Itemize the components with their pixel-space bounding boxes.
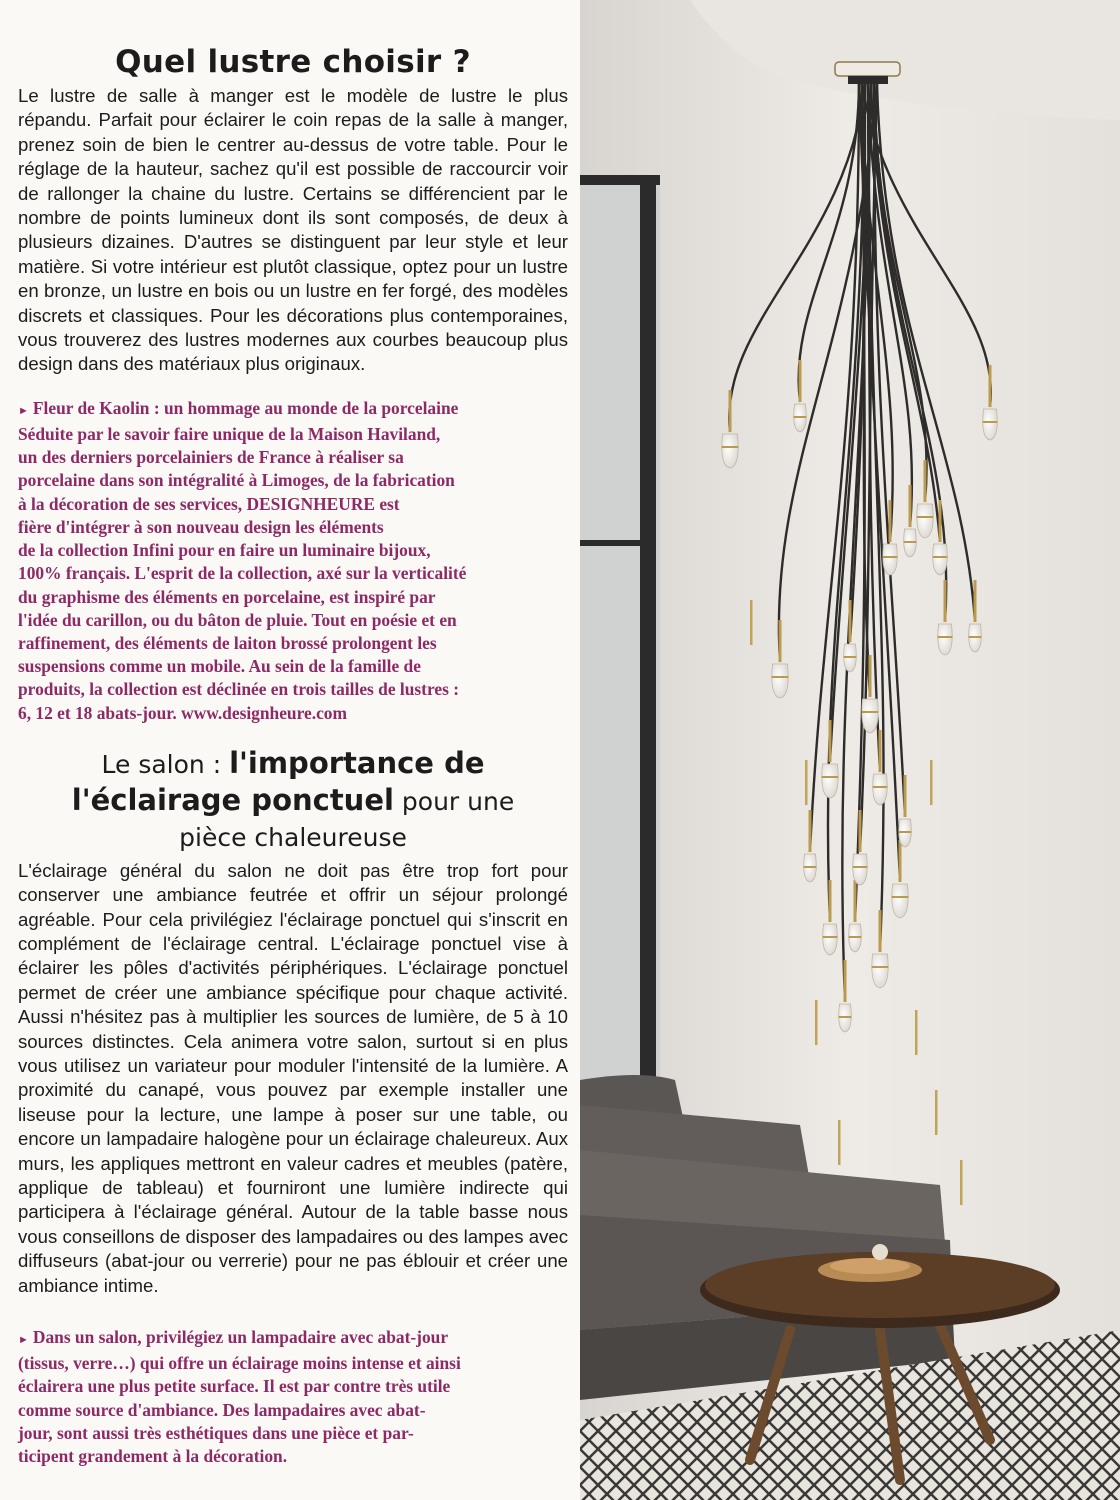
porcelain-shade [933,544,948,575]
porcelain-shade [938,624,953,655]
brass-rod [809,810,812,852]
highlight-line: ► Fleur de Kaolin : un hommage au monde de la porcelaine [18,397,459,418]
porcelain-shade [872,954,889,988]
chandelier-illustration [580,0,1120,1500]
brass-rod [869,655,872,697]
brass-pendant [805,760,808,805]
brass-rod [944,580,947,622]
porcelain-shade [862,699,879,733]
highlight-line: 100% français. L'esprit de la collection, axé sur la verticalité [18,563,467,584]
highlight-line: raffinement, des éléments de laiton brossé prolongent les [18,632,437,653]
porcelain-shade [839,1004,852,1032]
porcelain-shade [794,404,807,432]
highlight-line: (tissus, verre…) qui offre un éclairage moins intense et ainsi [18,1353,461,1374]
brass-pendant [750,600,753,645]
section-title-chandelier: Quel lustre choisir ? [115,44,471,80]
brass-rod [859,810,862,852]
porcelain-shade [904,529,917,557]
brass-rod [854,880,857,922]
highlight-line: du graphisme des éléments en porcelaine, est inspiré par [18,586,436,607]
highlight-line: comme source d'ambiance. Des lampadaires avec abat- [18,1399,426,1420]
brass-rod [779,620,782,662]
highlight-line: Séduite par le savoir faire unique de la Maison Haviland, [18,424,441,445]
living-room-paragraph: L'éclairage général du salon ne doit pas être trop fort pour conserver une ambiance feutrée et offrir un séjour prolongé agréable. Pour cela privilégiez l'éclairage ponctuel qui s'inscrit en complément de l'éclairage central. L'éclairage ponctuel vise à éclairer les pôles d'activités périphériques. L'éclairage ponctuel permet de créer une ambiance spécifique pour chaque activité. Aussi n'hésitez pas à multiplier les sources de lumière, de 5 à 10 sources distinctes. Cela animera votre salon, surtout si en plus vous utilisez un variateur pour moduler l'intensité de la lumière. A proximité du canapé, vous pouvez par exemple installer une liseuse pour la lecture, une lampe à poser sur une table, ou encore un lampadaire halogène pour un éclairage chaleureux. Aux murs, les appliques mettront en valeur cadres et meubles (patère, applique de tableau) et fourniront une lumière indirecte qui participera à l'éclairage général. Autour de la table basse nous vous conseillons de disposer des lampadaires ou des lampes avec diffuseurs (abat-jour ou verrerie) pour ne pas éblouir et créer une ambiance intime. [18,859,568,1296]
brass-rod [879,910,882,952]
highlight-line: un des derniers porcelainiers de France à réaliser sa [18,447,404,468]
brass-rod [849,600,852,642]
brass-pendant [960,1160,963,1205]
brass-rod [829,880,832,922]
highlight-line: ticipent grandement à la décoration. [18,1446,288,1467]
highlight-line: fière d'intégrer à son nouveau design les éléments [18,516,384,537]
brass-rod [924,460,927,502]
highlight-line: suspensions comme un mobile. Au sein de la famille de [18,656,421,677]
brass-rod [799,360,802,402]
highlight-line: à la décoration de ses services, DESIGNHEURE est [18,493,400,514]
brass-rod [904,775,907,817]
brass-rod [899,840,902,882]
brass-pendant [838,1120,841,1165]
highlight-line: 6, 12 et 18 abats-jour. www.designheure.com [18,702,347,723]
arrow-icon: ► [18,404,29,417]
highlight-line: éclairera une plus petite surface. Il est par contre très utile [18,1376,451,1397]
porcelain-shade [822,764,839,798]
porcelain-shade [772,664,789,698]
brass-rod [879,730,882,772]
porcelain-shade [883,544,898,575]
chandelier-paragraph: Le lustre de salle à manger est le modèle de lustre le plus répandu. Parfait pour éclairer le coin repas de la salle à manger, prenez soin de bien le centrer au-dessus de votre table. Pour le réglage de la hauteur, sachez qu'il est possible de raccourcir voir de rallonger la chaine du lustre. Certains se différencient par le nombre de points lumineux dont ils sont composés, de deux à plusieurs dizaines. D'autres se distinguent par leur style et leur matière. Si votre intérieur est plutôt classique, optez pour un lustre en bronze, un lustre en bois ou un lustre en fer forgé, des modèles discrets et classiques. Pour les décorations plus contemporaines, vous trouverez des lustres modernes aux courbes beaucoup plus design dans des matériaux plus originaux. [18,85,568,375]
brass-pendant [815,1000,818,1045]
porcelain-shade [917,504,934,538]
highlight-line: l'idée du carillon, ou du bâton de pluie. Tout en poésie et en [18,609,457,630]
highlight-line: jour, sont aussi très esthétiques dans une pièce et par- [18,1422,414,1443]
brass-pendant [935,1090,938,1135]
porcelain-shade [969,624,982,652]
brass-pendant [930,760,933,805]
porcelain-shade [722,434,739,468]
highlight-line: ► Dans un salon, privilégiez un lampadaire avec abat-jour [18,1327,449,1348]
brass-pendant [915,1010,918,1055]
brass-rod [989,365,992,407]
brass-rod [889,500,892,542]
highlight-line: produits, la collection est déclinée en trois tailles de lustres : [18,679,460,700]
brass-rod [974,580,977,622]
brass-rod [829,720,832,762]
porcelain-shade [823,924,838,955]
highlight-line: de la collection Infini pour en faire un luminaire bijoux, [18,540,431,561]
window [580,175,660,1178]
section-title-living-room: Le salon : l'importance de l'éclairage ponctuel pour une pièce chaleureuse [71,745,515,852]
brass-rod [939,500,942,542]
arrow-icon: ► [18,1334,29,1347]
porcelain-shade [983,409,998,440]
porcelain-shade [899,819,912,847]
porcelain-shade [844,644,857,672]
porcelain-shade [804,854,817,882]
brass-rod [909,485,912,527]
porcelain-shade [873,774,888,805]
floor-lamp-highlight [18,1326,568,1468]
highlight-line: porcelaine dans son intégralité à Limoges, de la fabrication [18,470,455,491]
porcelain-shade [892,884,909,918]
living-room-body-text [18,859,568,1298]
designheure-highlight [18,397,568,725]
porcelain-shade [849,924,862,952]
porcelain-shade [853,854,868,885]
chandelier-body-text [18,84,568,377]
brass-rod [844,960,847,1002]
article-text-column [18,44,568,1468]
chandelier-photo [580,0,1120,1500]
brass-rod [729,390,732,432]
